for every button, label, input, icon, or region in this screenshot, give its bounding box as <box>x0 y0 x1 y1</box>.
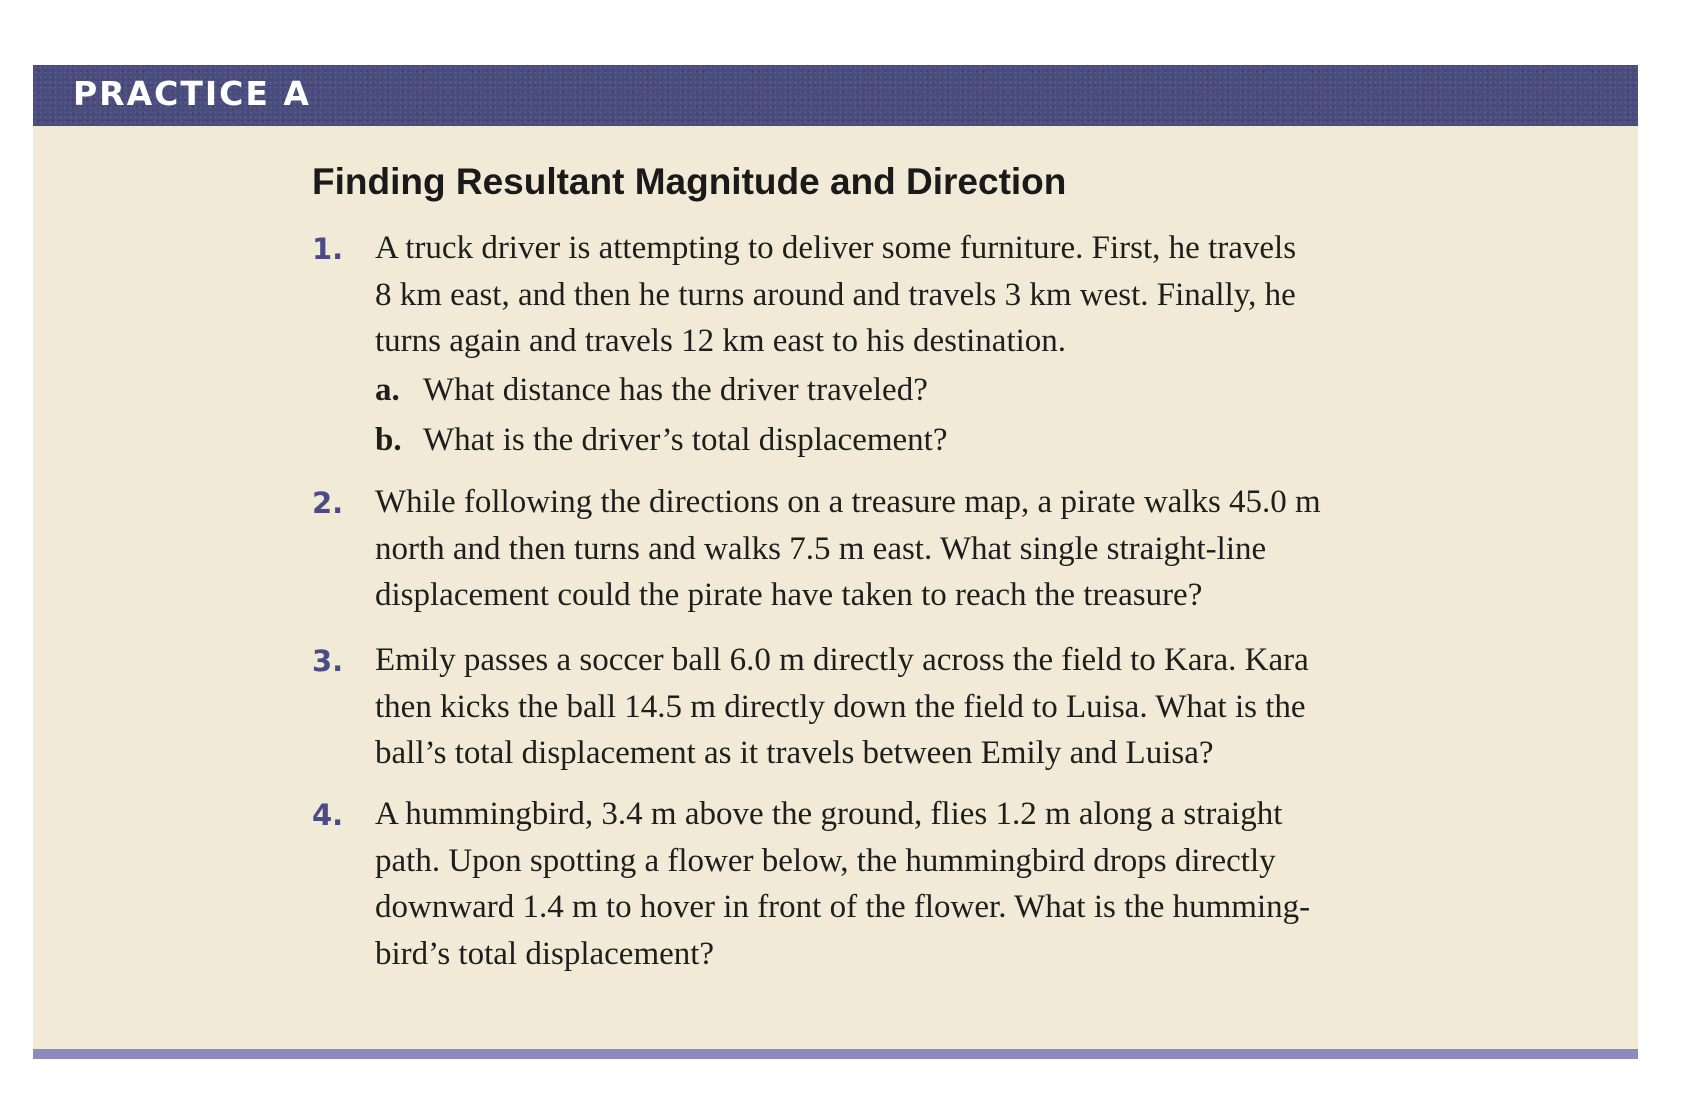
problem-line: displacement could the pirate have taken to reach the treasure? <box>375 577 1203 613</box>
problem-number: 1. <box>312 232 344 266</box>
problem-line: north and then turns and walks 7.5 m east. What single straight-line <box>375 530 1267 567</box>
problem-number: 4. <box>312 798 344 832</box>
problem-line: A truck driver is attempting to deliver some furniture. First, he travels <box>375 230 1297 266</box>
problem-text <box>375 479 1385 619</box>
problem-line: 8 km east, and then he turns around and travels 3 km west. Finally, he <box>375 276 1296 313</box>
part-label: a. <box>375 372 400 408</box>
problem-number: 3. <box>312 644 344 678</box>
problem-line: ball’s total displacement as it travels between Emily and Luisa? <box>375 735 1214 771</box>
problem-line: turns again and travels 12 km east to his destination. <box>375 323 1067 359</box>
problem-line: While following the directions on a treasure map, a pirate walks 45.0 m <box>375 484 1321 520</box>
section-title: Finding Resultant Magnitude and Direction <box>312 161 1067 202</box>
problem-line: A hummingbird, 3.4 m above the ground, flies 1.2 m along a straight <box>375 796 1283 832</box>
problem-part-a <box>375 367 928 413</box>
problem-line: bird’s total displacement? <box>375 935 715 972</box>
problem-line: path. Upon spotting a flower below, the hummingbird drops directly <box>375 842 1276 879</box>
problem-line: Emily passes a soccer ball 6.0 m directly across the field to Kara. Kara <box>375 642 1309 678</box>
problem-part-b <box>375 417 947 463</box>
problem-text <box>375 225 1385 365</box>
part-text: What distance has the driver traveled? <box>423 372 928 408</box>
problem-text <box>375 791 1385 977</box>
bottom-rule <box>33 1049 1638 1059</box>
problem-number: 2. <box>312 486 344 520</box>
problem-text <box>375 637 1385 777</box>
problem-line: then kicks the ball 14.5 m directly down the field to Luisa. What is the <box>375 688 1306 725</box>
practice-header-bar <box>33 65 1638 126</box>
problem-line: downward 1.4 m to hover in front of the flower. What is the humming- <box>375 889 1311 925</box>
part-label: b. <box>375 422 402 458</box>
part-text: What is the driver’s total displacement? <box>423 422 948 458</box>
practice-panel <box>33 65 1638 1059</box>
practice-header-title: PRACTICE A <box>73 74 311 113</box>
